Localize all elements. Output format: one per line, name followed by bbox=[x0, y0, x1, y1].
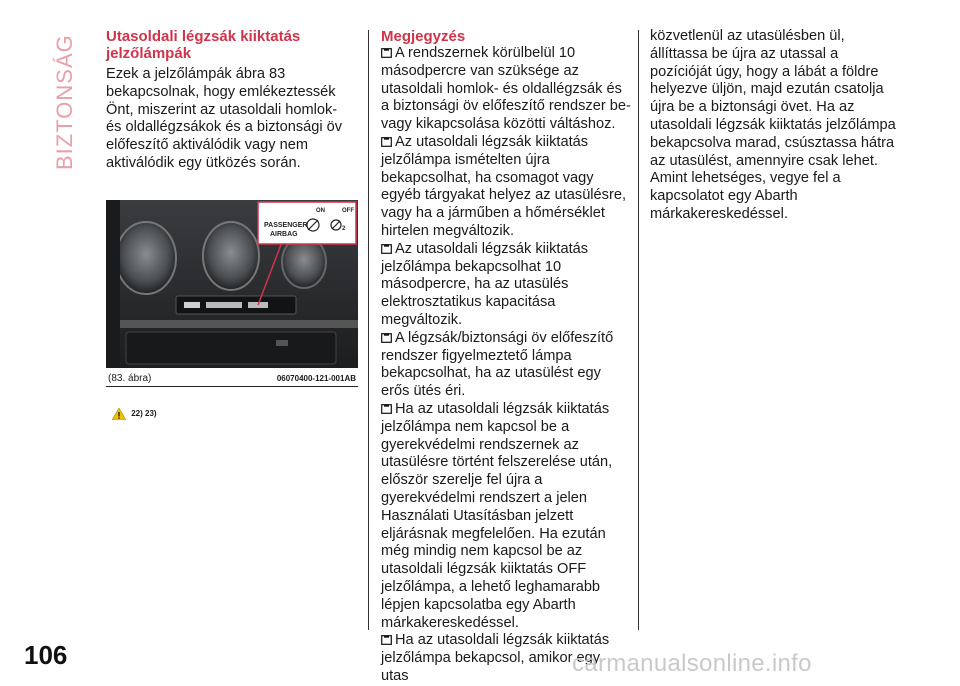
note-bullet-icon bbox=[381, 333, 392, 343]
note-text: Az utasoldali légzsák kiiktatás jelzőlámpa bekapcsolhat 10 másodpercre, ha az utasülés elektrosztatikus kapacitása megváltozik. bbox=[381, 240, 589, 328]
column-3 bbox=[650, 28, 900, 224]
note-text: A légzsák/biztonsági öv előfeszítő rendszer figyelmeztető lámpa bekapcsolhat, ha az utasülést egy erős ütés éri. bbox=[381, 329, 614, 400]
warning-reference bbox=[112, 406, 157, 422]
note-text: A rendszernek körülbelül 10 másodpercre van szüksége az utasoldali homlok- és oldallégzsák és a biztonsági öv előfeszítő rendszer be- vagy kikapcsolása közötti váltáshoz. bbox=[381, 45, 631, 133]
figure-caption bbox=[106, 368, 358, 387]
column-2 bbox=[381, 28, 631, 686]
note-item bbox=[381, 45, 631, 134]
note-item bbox=[381, 134, 631, 241]
on-label: ON bbox=[316, 208, 325, 214]
passenger-label: PASSENGER bbox=[264, 222, 308, 229]
section-side-title: BIZTONSÁG bbox=[52, 34, 77, 170]
column-1 bbox=[106, 28, 356, 173]
note-bullet-icon bbox=[381, 48, 392, 58]
figure-number: (83. ábra) bbox=[108, 373, 152, 384]
continued-paragraph: közvetlenül az utasülésben ül, állíttassa be újra az utassal a pozícióját úgy, hogy a lábát a földre helyezve üljön, majd ezután csatolja újra be a biztonsági övet. Ha az utasoldali légzsák kiiktatás jelzőlámpa bekapcsolva marad, csúsztassa hátra az utasülést, amennyire csak lehet. Amint lehetséges, vegye fel a kapcsolatot egy Abarth márkakereskedéssel. bbox=[650, 28, 896, 222]
dashboard-illustration bbox=[106, 200, 358, 368]
figure-code: 06070400-121-001AB bbox=[276, 374, 356, 383]
airbag-label: AIRBAG bbox=[270, 231, 298, 238]
indicator-number: 2 bbox=[342, 226, 346, 232]
off-label: OFF bbox=[342, 208, 354, 214]
column-divider bbox=[368, 30, 369, 630]
warning-refs: 22) 23) bbox=[131, 409, 157, 418]
note-bullet-icon bbox=[381, 244, 392, 254]
intro-paragraph: Ezek a jelzőlámpák ábra 83 bekapcsolnak, hogy emlékeztessék Önt, miszerint az utasoldali homlok- és oldallégzsákok és a biztonsági öv előfeszítő aktiválódik vagy nem aktiválódik egy ütközés során. bbox=[106, 66, 343, 171]
note-text: Ha az utasoldali légzsák kiiktatás jelzőlámpa bekapcsol, amikor egy utas bbox=[381, 632, 610, 684]
dashboard-figure bbox=[106, 200, 358, 368]
section-heading: Utasoldali légzsák kiiktatás jelzőlámpák bbox=[106, 28, 301, 62]
note-bullet-icon bbox=[381, 635, 392, 645]
note-item bbox=[381, 241, 631, 330]
note-item bbox=[381, 401, 631, 632]
watermark: carmanualsonline.info bbox=[572, 650, 812, 677]
note-item bbox=[381, 330, 631, 401]
warning-triangle-icon bbox=[112, 408, 126, 420]
note-text: Ha az utasoldali légzsák kiiktatás jelzőlámpa nem kapcsol be a gyerekvédelmi rendszernek az utasülésre történt felszerelése után, először szerelje fel újra a gyerekvédelmi rendszert a jelen Használati Utasításban jelzett eljárásnak megfelelően. Ha ezután még mindig nem kapcsol be az utasoldali légzsák kiiktatás OFF jelzőlámpa, a lehető leghamarabb lépjen kapcsolatba egy Abarth márkakereskedéssel. bbox=[381, 400, 613, 631]
note-bullet-icon bbox=[381, 404, 392, 414]
page-number: 106 bbox=[24, 640, 68, 670]
note-heading: Megjegyzés bbox=[381, 28, 466, 45]
note-bullet-icon bbox=[381, 137, 392, 147]
note-text: Az utasoldali légzsák kiiktatás jelzőlámpa ismételten újra bekapcsolhat, ha csomagot vagy egyéb tárgyakat helyez az utasülésre, vagy ha a járműben a hőmérséklet hirtelen megváltozik. bbox=[381, 133, 626, 239]
column-divider bbox=[638, 30, 639, 630]
